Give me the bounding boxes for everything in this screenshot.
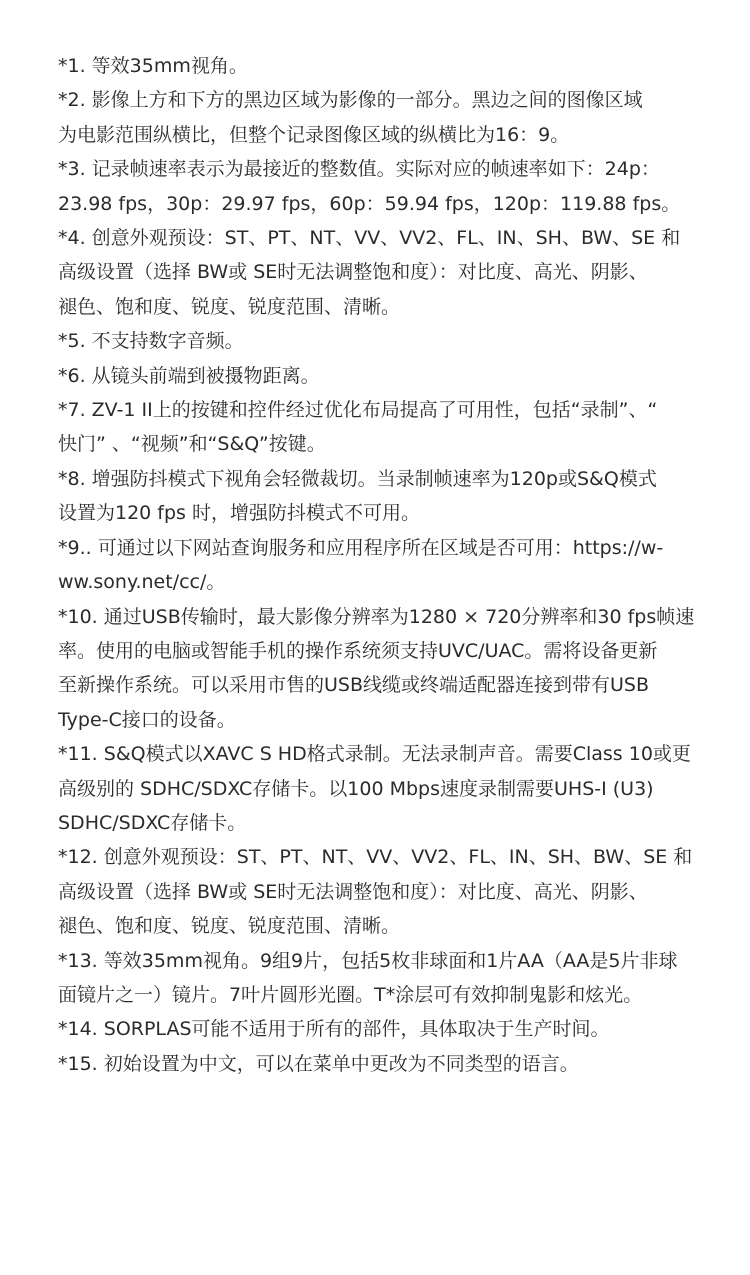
footnote-line: 为电影范围纵横比，但整个记录图像区域的纵横比为16：9。 — [58, 123, 570, 146]
footnote-line: *7. ZV-1 II上的按键和控件经过优化布局提高了可用性，包括“录制”、“ — [58, 399, 658, 422]
footnotes-list — [58, 49, 710, 1081]
footnote-line: 面镜片之一）镜片。7叶片圆形光圈。T*涂层可有效抑制鬼影和炫光。 — [58, 983, 643, 1006]
footnote-line: *2. 影像上方和下方的黑边区域为影像的一部分。黑边之间的图像区域 — [58, 89, 643, 112]
footnote-line: *15. 初始设置为中文，可以在菜单中更改为不同类型的语言。 — [58, 1052, 579, 1075]
footnote-1 — [58, 49, 710, 83]
footnote-line: *6. 从镜头前端到被摄物距离。 — [58, 364, 320, 387]
footnote-line: 高级设置（选择 BW或 SE时无法调整饱和度）：对比度、高光、阴影、 — [58, 880, 648, 903]
footnote-line: 23.98 fps，30p：29.97 fps，60p：59.94 fps，120p：119.88 fps。 — [58, 192, 681, 215]
footnote-line: 褪色、饱和度、锐度、锐度范围、清晰。 — [58, 295, 401, 318]
footnote-line: 快门” 、“视频”和“S&Q”按键。 — [58, 433, 326, 456]
footnote-line: *3. 记录帧速率表示为最接近的整数值。实际对应的帧速率如下：24p： — [58, 158, 660, 181]
footnote-line: *14. SORPLAS可能不适用于所有的部件，具体取决于生产时间。 — [58, 1018, 610, 1041]
footnote-13 — [58, 944, 710, 1013]
footnote-line: *1. 等效35mm视角。 — [58, 55, 248, 77]
footnote-line: *12. 创意外观预设：ST、PT、NT、VV、VV2、FL、IN、SH、BW、SE 和 — [58, 846, 693, 869]
footnote-7 — [58, 393, 710, 462]
footnote-line: 设置为120 fps 时，增强防抖模式不可用。 — [58, 502, 420, 525]
footnote-line: *13. 等效35mm视角。9组9片，包括5枚非球面和1片AA（AA是5片非球 — [58, 949, 678, 972]
footnote-line: 高级设置（选择 BW或 SE时无法调整饱和度）：对比度、高光、阴影、 — [58, 261, 648, 284]
footnote-3 — [58, 152, 710, 221]
footnote-line: *5. 不支持数字音频。 — [58, 330, 244, 353]
footnote-line: *4. 创意外观预设：ST、PT、NT、VV、VV2、FL、IN、SH、BW、SE 和 — [58, 227, 681, 250]
footnote-line: *9.. 可通过以下网站查询服务和应用程序所在区域是否可用：https://w- — [58, 536, 664, 559]
footnote-line: 至新操作系统。可以采用市售的USB线缆或终端适配器连接到带有USB — [58, 674, 650, 697]
footnote-line: Type-C接口的设备。 — [58, 708, 236, 731]
footnote-14 — [58, 1012, 710, 1046]
footnote-line: SDHC/SDXC存储卡。 — [58, 811, 247, 834]
footnote-line: 高级别的 SDHC/SDXC存储卡。以100 Mbps速度录制需要UHS-I (U3) — [58, 777, 654, 800]
footnote-line: *10. 通过USB传输时，最大影像分辨率为1280 × 720分辨率和30 fps帧速 — [58, 605, 695, 628]
footnote-line: 率。使用的电脑或智能手机的操作系统须支持UVC/UAC。需将设备更新 — [58, 639, 658, 662]
footnote-5 — [58, 324, 710, 358]
footnote-line: 褪色、饱和度、锐度、锐度范围、清晰。 — [58, 915, 401, 938]
footnote-line: *11. S&Q模式以XAVC S HD格式录制。无法录制声音。需要Class 10或更 — [58, 743, 691, 766]
footnote-10 — [58, 600, 710, 738]
footnote-line: ww.sony.net/cc/。 — [58, 571, 226, 594]
footnote-8 — [58, 462, 710, 531]
footnote-6 — [58, 359, 710, 393]
footnote-line: *8. 增强防抖模式下视角会轻微裁切。当录制帧速率为120p或S&Q模式 — [58, 467, 657, 490]
footnote-9 — [58, 531, 710, 600]
footnote-4 — [58, 221, 710, 324]
footnote-2 — [58, 83, 710, 152]
footnote-11 — [58, 737, 710, 840]
footnote-12 — [58, 840, 710, 943]
footnote-15 — [58, 1047, 710, 1081]
